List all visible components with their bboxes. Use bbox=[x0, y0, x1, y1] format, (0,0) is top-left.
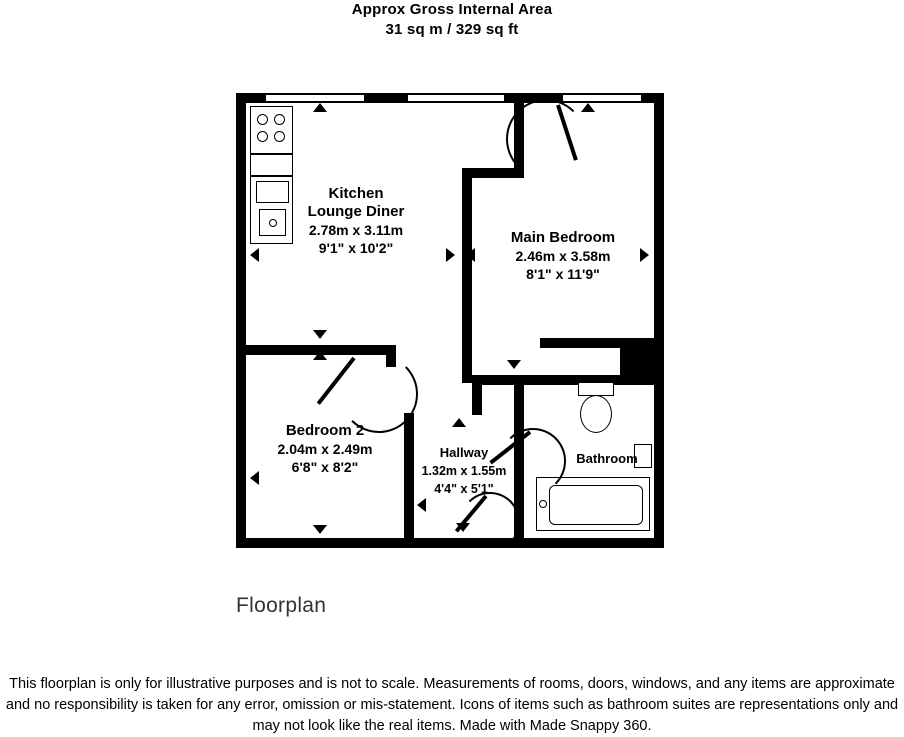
marker-bedroom-window-top bbox=[581, 103, 595, 112]
room-name-lounge-diner: Lounge Diner bbox=[307, 203, 405, 220]
wall-hallway-left bbox=[472, 375, 482, 415]
disclaimer-line-1: This floorplan is only for illustrative purposes and is not to scale. Measurements of rooms, doors, windows, and any items are approximate bbox=[9, 676, 895, 692]
toilet-bowl-icon bbox=[580, 395, 612, 433]
room-dim-metric-bedroom-2: 2.04m x 2.49m bbox=[277, 441, 373, 457]
room-name-bedroom-2: Bedroom 2 bbox=[285, 422, 365, 439]
room-label-main-bedroom bbox=[456, 229, 670, 283]
door-hallway-arc bbox=[460, 492, 520, 552]
wall-bottom bbox=[236, 538, 664, 548]
disclaimer bbox=[0, 674, 904, 737]
room-dim-metric-kitchen: 2.78m x 3.11m bbox=[308, 222, 404, 238]
room-name-kitchen: Kitchen bbox=[328, 185, 384, 202]
room-label-bathroom bbox=[552, 450, 662, 468]
marker-hallway-bottom bbox=[456, 523, 470, 532]
room-dim-metric-hallway: 1.32m x 1.55m bbox=[421, 464, 507, 478]
hob-icon bbox=[250, 106, 293, 154]
wall-right bbox=[654, 93, 664, 548]
marker-bedroom2-top bbox=[313, 351, 327, 360]
room-dim-imperial-hallway: 4'4" x 5'1" bbox=[434, 482, 494, 496]
floorplan-caption: Floorplan bbox=[236, 594, 327, 617]
room-dim-imperial-main-bedroom: 8'1" x 11'9" bbox=[526, 266, 600, 282]
room-label-bedroom-2 bbox=[240, 422, 410, 476]
window-top-left bbox=[266, 93, 364, 103]
room-name-bathroom: Bathroom bbox=[576, 451, 638, 466]
wardrobe-icon bbox=[620, 338, 656, 378]
marker-kitchen-bottom bbox=[313, 330, 327, 339]
window-top-mid bbox=[408, 93, 504, 103]
marker-hallway-left bbox=[417, 498, 426, 512]
wall-left bbox=[236, 93, 246, 548]
room-label-hallway bbox=[404, 444, 524, 498]
header-area-value: 31 sq m / 329 sq ft bbox=[385, 21, 519, 38]
marker-kitchen-window-top bbox=[313, 103, 327, 112]
room-dim-imperial-bedroom-2: 6'8" x 8'2" bbox=[291, 459, 359, 475]
window-top-right bbox=[563, 93, 641, 103]
room-name-hallway: Hallway bbox=[439, 445, 489, 460]
disclaimer-line-3: may not look like the real items. Made with Made Snappy 360. bbox=[252, 718, 652, 734]
room-dim-imperial-kitchen: 9'1" x 10'2" bbox=[318, 240, 394, 256]
room-dim-metric-main-bedroom: 2.46m x 3.58m bbox=[515, 248, 611, 264]
marker-hallway-top bbox=[452, 418, 466, 427]
kitchen-counter bbox=[250, 154, 293, 176]
header-area-title: Approx Gross Internal Area bbox=[351, 1, 553, 18]
wall-bedroom-bottom-right bbox=[540, 338, 622, 348]
door-entry-arc bbox=[506, 99, 586, 179]
room-name-main-bedroom: Main Bedroom bbox=[510, 229, 616, 246]
disclaimer-line-2: and no responsibility is taken for any error, omission or mis-statement. Icons of items such as bathroom suites are representations only and bbox=[5, 697, 899, 713]
marker-bedroom2-bottom bbox=[313, 525, 327, 534]
room-label-kitchen-lounge-diner bbox=[236, 185, 476, 257]
marker-bedroom-bottom bbox=[507, 360, 521, 369]
toilet-icon bbox=[578, 382, 614, 396]
